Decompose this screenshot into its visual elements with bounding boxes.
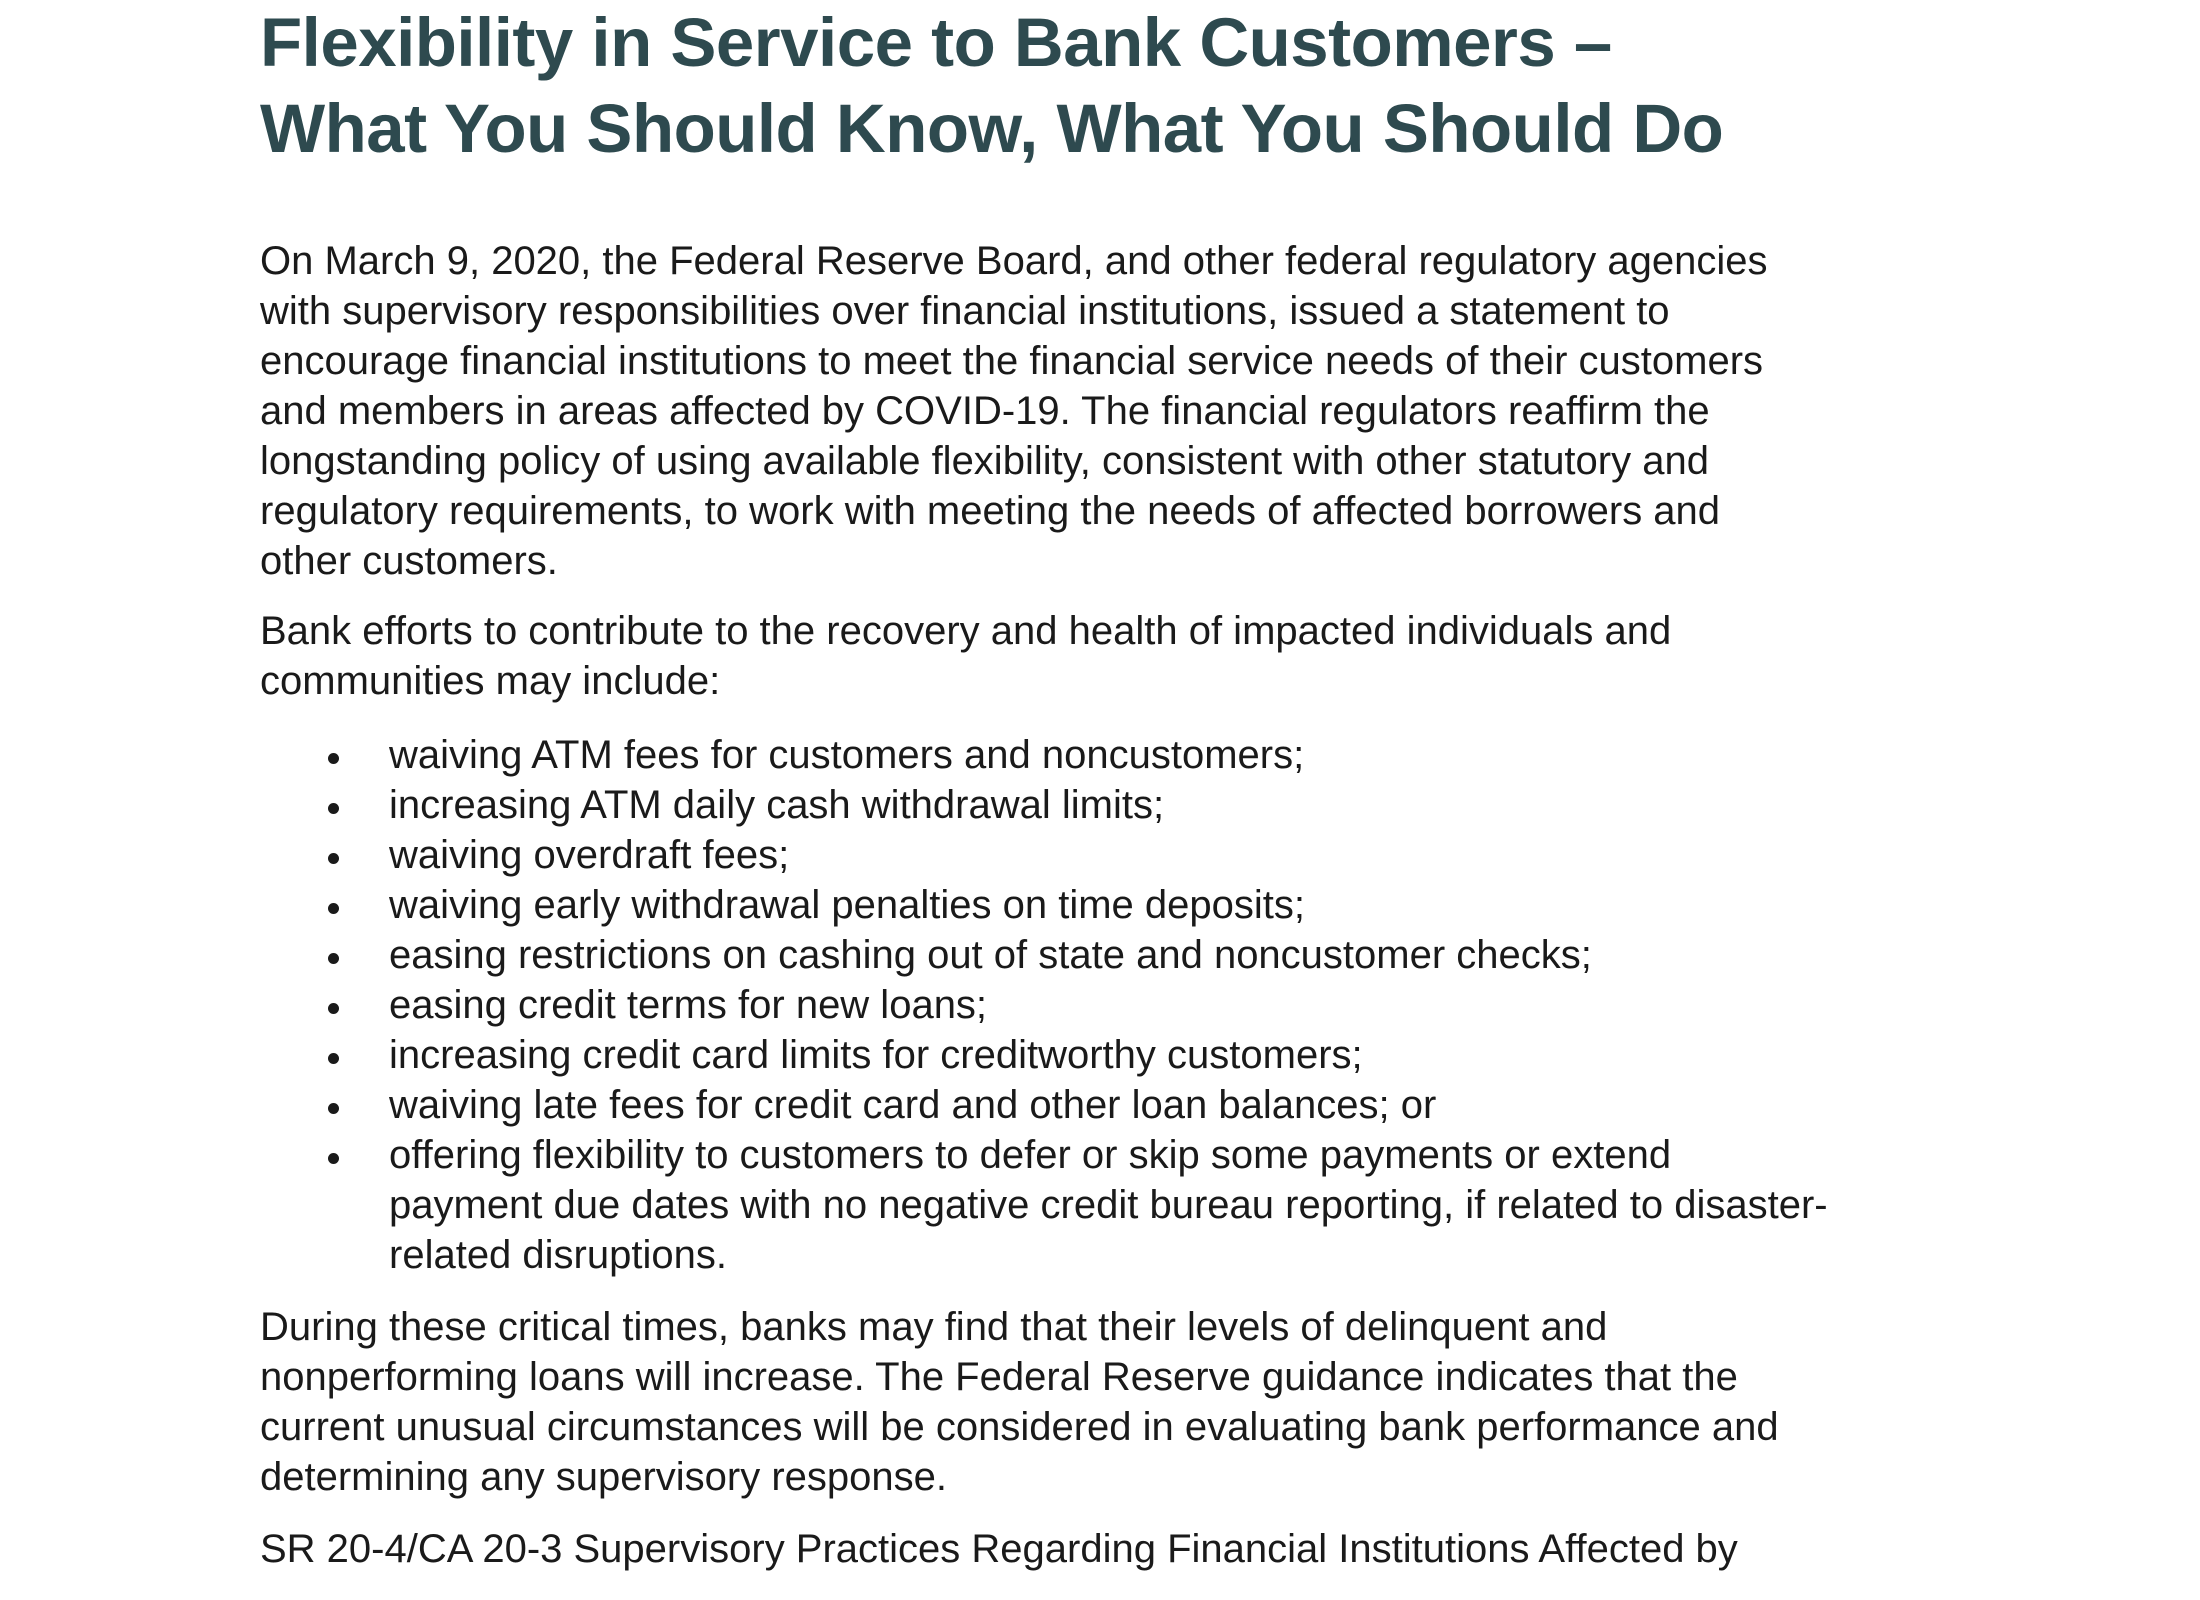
list-item (260, 980, 2020, 1030)
text-line: current unusual circumstances will be considered in evaluating bank performance and (260, 1405, 1779, 1449)
bullet-icon (328, 903, 339, 914)
list-item-text: increasing credit card limits for creditworthy customers; (389, 1033, 1363, 1077)
efforts-list (260, 730, 2020, 1280)
page-title (260, 0, 2060, 172)
list-item (260, 1130, 2020, 1280)
list-item-text: easing credit terms for new loans; (389, 983, 988, 1027)
list-item (260, 880, 2020, 930)
list-item (260, 1030, 2020, 1080)
text-line: determining any supervisory response. (260, 1455, 948, 1499)
list-item (260, 930, 2020, 980)
bullet-icon (328, 803, 339, 814)
list-item-text: waiving overdraft fees; (389, 833, 790, 877)
spacer (260, 1280, 2020, 1302)
bullet-icon (328, 1103, 339, 1114)
bullet-icon (328, 853, 339, 864)
text-line: other customers. (260, 539, 558, 583)
bullet-icon (328, 753, 339, 764)
title-line-1: Flexibility in Service to Bank Customers – (260, 4, 1612, 81)
list-item (260, 730, 2020, 780)
list-item-text: waiving early withdrawal penalties on time deposits; (389, 883, 1306, 927)
delinquency-paragraph (260, 1302, 2020, 1502)
sr-reference: SR 20-4/CA 20-3 Supervisory Practices Regarding Financial Institutions Affected by (260, 1527, 1738, 1571)
bullet-icon (328, 953, 339, 964)
list-item-text: waiving late fees for credit card and other loan balances; or (389, 1083, 1437, 1127)
intro-paragraph (260, 236, 2020, 586)
text-line: with supervisory responsibilities over financial institutions, issued a statement to (260, 289, 1670, 333)
list-item (260, 780, 2020, 830)
list-item-text: easing restrictions on cashing out of state and noncustomer checks; (389, 933, 1592, 977)
text-line: During these critical times, banks may find that their levels of delinquent and (260, 1305, 1608, 1349)
list-item (260, 830, 2020, 880)
bullet-icon (328, 1053, 339, 1064)
bullet-icon (328, 1003, 339, 1014)
text-line: Bank efforts to contribute to the recovery and health of impacted individuals and (260, 609, 1672, 653)
title-line-2: What You Should Know, What You Should Do (260, 90, 1724, 167)
list-item-text: offering flexibility to customers to defer or skip some payments or extend (389, 1133, 1672, 1177)
text-line: On March 9, 2020, the Federal Reserve Board, and other federal regulatory agencies (260, 239, 1768, 283)
list-item-text: increasing ATM daily cash withdrawal limits; (389, 783, 1165, 827)
text-line: and members in areas affected by COVID-19. The financial regulators reaffirm the (260, 389, 1710, 433)
list-item-text: related disruptions. (389, 1233, 727, 1277)
text-line: regulatory requirements, to work with meeting the needs of affected borrowers and (260, 489, 1721, 533)
spacer (260, 706, 2020, 730)
efforts-paragraph (260, 606, 2020, 706)
spacer (260, 1502, 2020, 1524)
bullet-icon (328, 1153, 339, 1164)
text-line: communities may include: (260, 659, 721, 703)
text-line: encourage financial institutions to meet the financial service needs of their customers (260, 339, 1764, 383)
document-body (260, 236, 2020, 1574)
text-line: nonperforming loans will increase. The Federal Reserve guidance indicates that the (260, 1355, 1738, 1399)
text-line: longstanding policy of using available flexibility, consistent with other statutory and (260, 439, 1709, 483)
spacer (260, 586, 2020, 606)
list-item (260, 1080, 2020, 1130)
list-item-text: waiving ATM fees for customers and noncustomers; (389, 733, 1305, 777)
list-item-text: payment due dates with no negative credit bureau reporting, if related to disaster- (389, 1183, 1828, 1227)
